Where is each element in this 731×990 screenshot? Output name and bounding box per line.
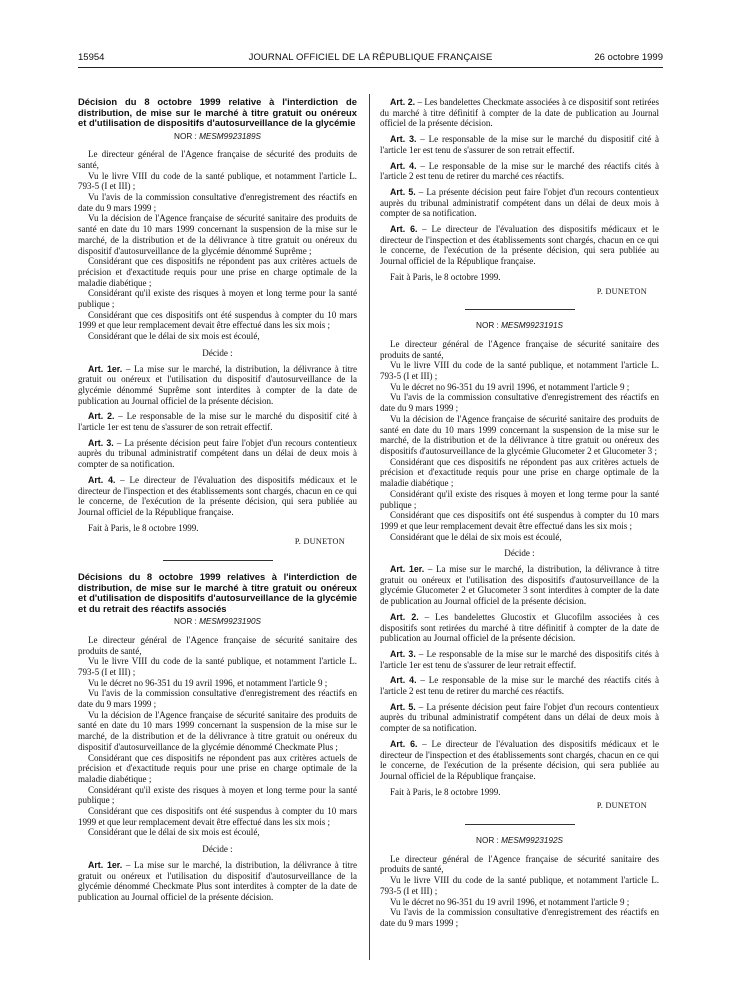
article-label: Art. 2. xyxy=(390,611,419,622)
visa-paragraph: Vu le livre VIII du code de la santé publique, et notamment l'article L. 793-5 (I et III) ; xyxy=(380,360,659,382)
journal-title: JOURNAL OFFICIEL DE LA RÉPUBLIQUE FRANÇAISE xyxy=(248,52,493,63)
article xyxy=(380,702,659,734)
issue-date: 26 octobre 1999 xyxy=(594,52,663,63)
nor-label: NOR : xyxy=(476,836,499,846)
visa-paragraph: Le directeur général de l'Agence française de sécurité sanitaire des produits de santé, xyxy=(380,853,659,875)
visa-paragraph: Vu la décision de l'Agence française de sécurité sanitaire des produits de santé en date du 10 mars 1999 concernant la suspension de la mise sur le marché, de la distribution et de la délivrance à titre gratuit ou onéreux du dispositif d'autosurveillance de la glycémie dénommé Checkmate Plus ; xyxy=(78,709,357,752)
considerant-paragraph: Considérant que le délai de six mois est écoulé, xyxy=(88,827,260,838)
visa-paragraph: Vu le livre VIII du code de la santé publique, et notamment l'article L. 793-5 (I et III) ; xyxy=(78,656,357,677)
article-text: – Le responsable de la mise sur le marché des réactifs cités à l'article 2 est tenu de retirer du marché ces réactifs. xyxy=(380,160,659,182)
article xyxy=(380,675,659,696)
article-text: – Le responsable de la mise sur le marché du dispositif cité à l'article 1er est tenu de s'assurer de son retrait effectif. xyxy=(78,411,357,433)
decision-title: Décisions du 8 octobre 1999 relatives à l'interdiction de distribution, de mise sur le marché à titre gratuit ou onéreux et d'utilisation de dispositifs d'autosurveillance de la glycémie et du retrait des réactifs associés xyxy=(78,571,357,614)
page-header xyxy=(78,52,663,66)
visa-paragraph: Vu l'avis de la commission consultative d'enregistrement des réactifs en date du 9 mars 1999 ; xyxy=(78,192,357,213)
article xyxy=(78,411,357,432)
article xyxy=(380,224,659,267)
decision-title: Décision du 8 octobre 1999 relative à l'interdiction de distribution, de mise sur le marché à titre gratuit ou onéreux et d'utilisation de dispositifs d'autosurveillance de la glycémie xyxy=(78,96,357,128)
visa-paragraph: Vu le décret no 96-351 du 19 avril 1996, et notamment l'article 9 ; xyxy=(88,677,328,688)
article xyxy=(380,739,659,782)
article-text: – Le responsable de la mise sur le marché des réactifs cités à l'article 2 est tenu de retirer du marché ces réactifs. xyxy=(380,675,659,697)
considerant-paragraph: Considérant que ces dispositifs ont été suspendus à compter du 10 mars 1999 et que leur remplacement devait être effectué dans les six mois ; xyxy=(78,806,357,827)
visa-paragraph: Vu le livre VIII du code de la santé publique, et notamment l'article L. 793-5 (I et III) ; xyxy=(78,170,357,192)
article xyxy=(78,475,357,518)
nor-code: MESM9923191S xyxy=(501,321,563,331)
visa-paragraph: Vu le décret no 96-351 du 19 avril 1996, et notamment l'article 9 ; xyxy=(390,896,630,907)
article-label: Art. 3. xyxy=(88,437,114,448)
decision-3 xyxy=(380,321,659,812)
decide-heading: Décide : xyxy=(504,548,535,559)
place-date-line: Fait à Paris, le 8 octobre 1999. xyxy=(390,786,501,797)
page-number: 15954 xyxy=(78,52,105,63)
decide-heading: Décide : xyxy=(202,347,233,358)
article-text: – La mise sur le marché, la distribution, la délivrance à titre gratuit ou onéreux et l'utilisation du dispositif d'autosurveillance de la glycémie dénommé Suprême sont interdites à compter de la date de publication au Journal officiel de la présente décision. xyxy=(78,363,357,406)
header-rule xyxy=(78,67,663,68)
article-label: Art. 2. xyxy=(88,411,115,422)
article-label: Art. 4. xyxy=(390,675,417,686)
visa-paragraph: Vu l'avis de la commission consultative d'enregistrement des réactifs en date du 9 mars 1999 ; xyxy=(380,392,659,414)
article-label: Art. 5. xyxy=(390,701,416,712)
article-label: Art. 3. xyxy=(390,648,416,659)
considerant-paragraph: Considérant que ces dispositifs ont été suspendus à compter du 10 mars 1999 et que leur remplacement devait être effectué dans les six mois ; xyxy=(380,510,659,531)
column-divider xyxy=(369,94,370,960)
article-label: Art. 1er. xyxy=(88,363,123,374)
visa-paragraph: Vu l'avis de la commission consultative d'enregistrement des réactifs en date du 9 mars 1999 ; xyxy=(78,688,357,710)
decision-2 xyxy=(78,572,357,903)
article-label: Art. 3. xyxy=(390,134,417,145)
decide-heading: Décide : xyxy=(202,844,233,855)
visa-paragraph: Le directeur général de l'Agence française de sécurité sanitaire des produits de santé, xyxy=(78,634,357,656)
nor-label: NOR : xyxy=(476,321,499,331)
article xyxy=(380,134,659,155)
article-label: Art. 5. xyxy=(390,186,416,197)
article xyxy=(380,187,659,219)
article-text: – Le directeur de l'évaluation des dispositifs médicaux et le directeur de l'inspection et des établissements sont chargés, chacun en ce qui le concerne, de l'exécution de la présente décision, qui sera publiée au Journal officiel de la République française. xyxy=(78,474,357,517)
signature: P. DUNETON xyxy=(294,537,345,547)
article xyxy=(78,860,357,903)
considerant-paragraph: Considérant qu'il existe des risques à moyen et long terme pour la santé publique ; xyxy=(78,288,357,310)
nor-reference xyxy=(78,132,357,143)
considerant-paragraph: Considérant que ces dispositifs ne répondent pas aux critères actuels de précision et d'exactitude requis pour une prise en charge optimale de la maladie diabétique ; xyxy=(78,256,357,288)
article-label: Art. 1er. xyxy=(390,564,425,575)
article-text: – Le responsable de la mise sur le marché des dispositifs cités à l'article 1er est tenu de s'assurer de leur retrait effectif. xyxy=(380,648,659,670)
section-separator xyxy=(465,824,575,825)
decision-1 xyxy=(78,97,357,548)
article-label: Art. 6. xyxy=(390,738,418,749)
visa-paragraph: Vu la décision de l'Agence française de sécurité sanitaire des produits de santé en date du 10 mars 1999 concernant la suspension de la mise sur le marché, de la distribution et de la délivrance à titre gratuit ou onéreux du dispositif d'autosurveillance de la glycémie dénommé Suprême ; xyxy=(78,213,357,256)
visa-paragraph: Le directeur général de l'Agence française de sécurité des produits de santé, xyxy=(78,149,357,170)
article xyxy=(380,161,659,182)
article-label: Art. 2. xyxy=(390,97,416,107)
article-label: Art. 4. xyxy=(88,474,116,485)
considerant-paragraph: Considérant que ces dispositifs ont été suspendus à compter du 10 mars 1999 et que leur remplacement devait être effectué dans les six mois ; xyxy=(78,309,357,331)
article-text: – La présente décision peut faire l'objet d'un recours contentieux auprès du tribunal administratif compétent dans un délai de deux mois à compter de sa notification. xyxy=(78,437,357,470)
article xyxy=(78,438,357,470)
considerant-paragraph: Considérant que ces dispositifs ne répondent pas aux critères actuels de précision et d'exactitude requis pour une prise en charge optimale de la maladie diabétique ; xyxy=(78,752,357,784)
article-text: – Le directeur de l'évaluation des dispositifs médicaux et le directeur de l'inspection et des établissements sont chargés, chacun en ce qui le concerne, de l'exécution de la présente décision, qui sera publiée au Journal officiel de la République française. xyxy=(380,738,659,781)
article-text: – Le responsable de la mise sur le marché du dispositif cité à l'article 1er est tenu de s'assurer de son retrait effectif. xyxy=(380,134,659,155)
article xyxy=(78,364,357,407)
article xyxy=(380,97,659,129)
visa-paragraph: Vu la décision de l'Agence française de sécurité sanitaire des produits de santé en date du 10 mars 1999 concernant la suspension de la mise sur le marché, de la distribution et de la délivrance à titre gratuit ou onéreux des dispositifs d'autosurveillance de la glycémie Glucometer 2 et Glucometer 3 ; xyxy=(380,413,659,456)
article-text: – La mise sur le marché, la distribution, la délivrance à titre gratuit ou onéreux et l'utilisation du dispositif d'autosurveillance de la glycémie dénommé Checkmate Plus sont interdites à compter de la date de publication au Journal officiel de la présente décision. xyxy=(78,859,357,902)
nor-reference xyxy=(380,321,659,332)
article xyxy=(380,564,659,607)
nor-reference xyxy=(380,836,659,847)
considerant-paragraph: Considérant que le délai de six mois est écoulé, xyxy=(390,531,562,542)
article-text: – La présente décision peut faire l'objet d'un recours contentieux auprès du tribunal administratif compétent dans un délai de deux mois à compter de sa notification. xyxy=(380,186,659,219)
nor-code: MESM9923192S xyxy=(501,836,563,846)
right-column xyxy=(380,97,659,929)
place-date-line: Fait à Paris, le 8 octobre 1999. xyxy=(390,271,501,282)
article xyxy=(380,612,659,644)
article-text: – Les bandelettes Glucostix et Glucofilm associées à ces dispositifs sont retirées du marché à titre définitif à compter de la date de publication au Journal officiel de la présente décision. xyxy=(380,611,659,644)
nor-code: MESM9923190S xyxy=(199,617,261,627)
nor-reference xyxy=(78,617,357,628)
article xyxy=(380,649,659,670)
considerant-paragraph: Considérant que le délai de six mois est écoulé, xyxy=(88,331,260,342)
signature: P. DUNETON xyxy=(596,286,647,296)
visa-paragraph: Le directeur général de l'Agence française de sécurité sanitaire des produits de santé, xyxy=(380,338,659,360)
visa-paragraph: Vu l'avis de la commission consultative d'enregistrement des réactifs en date du 9 mars 1999 ; xyxy=(380,907,659,928)
nor-label: NOR : xyxy=(174,131,197,141)
nor-code: MESM9923189S xyxy=(199,131,261,141)
visa-paragraph: Vu le livre VIII du code de la santé publique, et notamment l'article L. 793-5 (I et III) ; xyxy=(380,875,659,896)
article-text: – Le directeur de l'évaluation des dispositifs médicaux et le directeur de l'inspection et des établissements sont chargés, chacun en ce qui le concerne, de l'exécution de la présente décision, qui sera publiée au Journal officiel de la République française. xyxy=(380,224,659,267)
article-label: Art. 4. xyxy=(390,160,417,171)
place-date-line: Fait à Paris, le 8 octobre 1999. xyxy=(88,522,199,533)
article-label: Art. 6. xyxy=(390,224,418,235)
decision-4 xyxy=(380,836,659,929)
left-column xyxy=(78,97,357,903)
article-text: – La mise sur le marché, la distribution, la délivrance à titre gratuit ou onéreux et l'utilisation des dispositifs d'autosurveillance de la glycémie Glucometer 2 et Glucometer 3 sont interdites à compter de la date de publication au Journal officiel de la présente décision. xyxy=(380,564,659,607)
article-label: Art. 1er. xyxy=(88,859,123,870)
signature: P. DUNETON xyxy=(596,801,647,811)
visa-paragraph: Vu le décret no 96-351 du 19 avril 1996, et notamment l'article 9 ; xyxy=(390,381,630,392)
considerant-paragraph: Considérant qu'il existe des risques à moyen et long terme pour la santé publique ; xyxy=(380,488,659,510)
nor-label: NOR : xyxy=(174,617,197,627)
considerant-paragraph: Considérant que ces dispositifs ne répondent pas aux critères actuels de précision et d'exactitude requis pour une prise en charge optimale de la maladie diabétique ; xyxy=(380,456,659,489)
considerant-paragraph: Considérant qu'il existe des risques à moyen et long terme pour la santé publique ; xyxy=(78,784,357,806)
article-text: – Les bandelettes Checkmate associées à ce dispositif sont retirées du marché à titre définitif à compter de la date de publication au Journal officiel de la présente décision. xyxy=(380,97,659,129)
decision-2-continued xyxy=(380,97,659,297)
section-separator xyxy=(163,560,273,561)
section-separator xyxy=(465,309,575,310)
article-text: – La présente décision peut faire l'objet d'un recours contentieux auprès du tribunal administratif compétent dans un délai de deux mois à compter de sa notification. xyxy=(380,701,659,734)
